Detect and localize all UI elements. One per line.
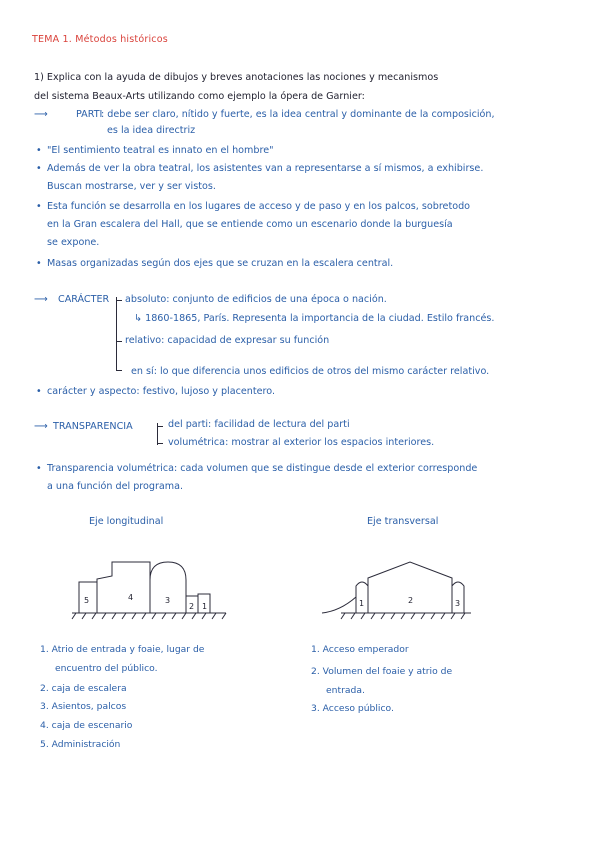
legend-longitudinal-item: 2. caja de escalera: [40, 683, 127, 694]
ground-hatch: [341, 613, 465, 619]
number-label: 1: [202, 602, 208, 611]
parti-text-1: : debe ser claro, nítido y fuerte, es la idea central y dominante de la composición,: [101, 109, 495, 120]
legend-longitudinal-item: 3. Asientos, palcos: [40, 701, 127, 712]
parti-label: PARTI: [76, 109, 103, 120]
bullet-icon: •: [36, 258, 42, 269]
number-label: 1: [359, 599, 365, 608]
caracter-absoluto: absoluto: conjunto de edificios de una época o nación.: [125, 294, 387, 305]
page-title: TEMA 1. Métodos históricos: [32, 34, 168, 45]
caracter-bullet: carácter y aspecto: festivo, lujoso y placentero.: [47, 386, 276, 397]
legend-longitudinal-item: 4. caja de escenario: [40, 720, 133, 731]
diagram-longitudinal-title: Eje longitudinal: [89, 516, 164, 527]
bullet-line: Esta función se desarrolla en los lugares de acceso y de paso y en los palcos, sobretodo: [47, 201, 471, 212]
parti-text-2: es la idea directriz: [107, 125, 196, 136]
parti-arrow: ⟶: [34, 109, 48, 120]
transparencia-line-1: del parti: facilidad de lectura del parti: [168, 419, 350, 430]
caracter-arrow: ⟶: [34, 294, 48, 305]
caracter-label: CARÁCTER: [58, 294, 110, 305]
bullet-icon: •: [36, 201, 42, 212]
number-label: 3: [165, 596, 171, 605]
diagram-transversal-title: Eje transversal: [367, 516, 439, 527]
legend-transversal-item: 2. Volumen del foaie y atrio de: [311, 666, 453, 677]
legend-transversal-item: 3. Acceso público.: [311, 703, 394, 714]
legend-longitudinal-item: 1. Atrio de entrada y foaie, lugar de: [40, 644, 205, 655]
legend-transversal-item: 1. Acceso emperador: [311, 644, 409, 655]
transparencia-bullet-1: Transparencia volumétrica: cada volumen que se distingue desde el exterior corresponde: [47, 463, 478, 474]
volume-acceso-publico: [452, 582, 464, 613]
number-label: 3: [455, 599, 461, 608]
volume-foaie-atrio: [368, 562, 452, 613]
number-label: 5: [84, 596, 90, 605]
access-ramp: [322, 597, 356, 613]
caracter-en-si: en sí: lo que diferencia unos edificios de otros del mismo carácter relativo.: [131, 366, 490, 377]
bullet-icon: •: [36, 463, 42, 474]
bullet-icon: •: [36, 163, 42, 174]
legend-longitudinal-item: 5. Administración: [40, 739, 121, 750]
bullet-icon: •: [36, 145, 42, 156]
caracter-relativo: relativo: capacidad de expresar su función: [125, 335, 330, 346]
bullet-icon: •: [36, 386, 42, 397]
question-line-2: del sistema Beaux-Arts utilizando como ejemplo la ópera de Garnier:: [34, 91, 365, 102]
legend-longitudinal-item: encuentro del público.: [55, 663, 158, 674]
number-label: 4: [128, 593, 134, 602]
quote-line: "El sentimiento teatral es innato en el hombre": [47, 145, 274, 156]
volume-acceso-emperador: [356, 582, 368, 613]
bullet-line: Buscan mostrarse, ver y ser vistos.: [47, 181, 216, 192]
question-line-1: 1) Explica con la ayuda de dibujos y breves anotaciones las nociones y mecanismos: [34, 72, 439, 83]
legend-transversal-item: entrada.: [326, 685, 365, 696]
bullet-line: se expone.: [47, 237, 100, 248]
caracter-absoluto-sub: ↳ 1860-1865, París. Representa la importancia de la ciudad. Estilo francés.: [134, 313, 495, 324]
number-label: 2: [408, 596, 414, 605]
transparencia-line-2: volumétrica: mostrar al exterior los espacios interiores.: [168, 437, 435, 448]
transparencia-arrow: ⟶: [34, 421, 48, 432]
transparencia-bullet-2: a una función del programa.: [47, 481, 184, 492]
bullet-line: Masas organizadas según dos ejes que se cruzan en la escalera central.: [47, 258, 394, 269]
bullet-line: en la Gran escalera del Hall, que se entiende como un escenario donde la burguesía: [47, 219, 453, 230]
bullet-line: Además de ver la obra teatral, los asistentes van a representarse a sí mismos, a exhibirse.: [47, 163, 484, 174]
transparencia-label: TRANSPARENCIA: [53, 421, 133, 432]
number-label: 2: [189, 602, 195, 611]
